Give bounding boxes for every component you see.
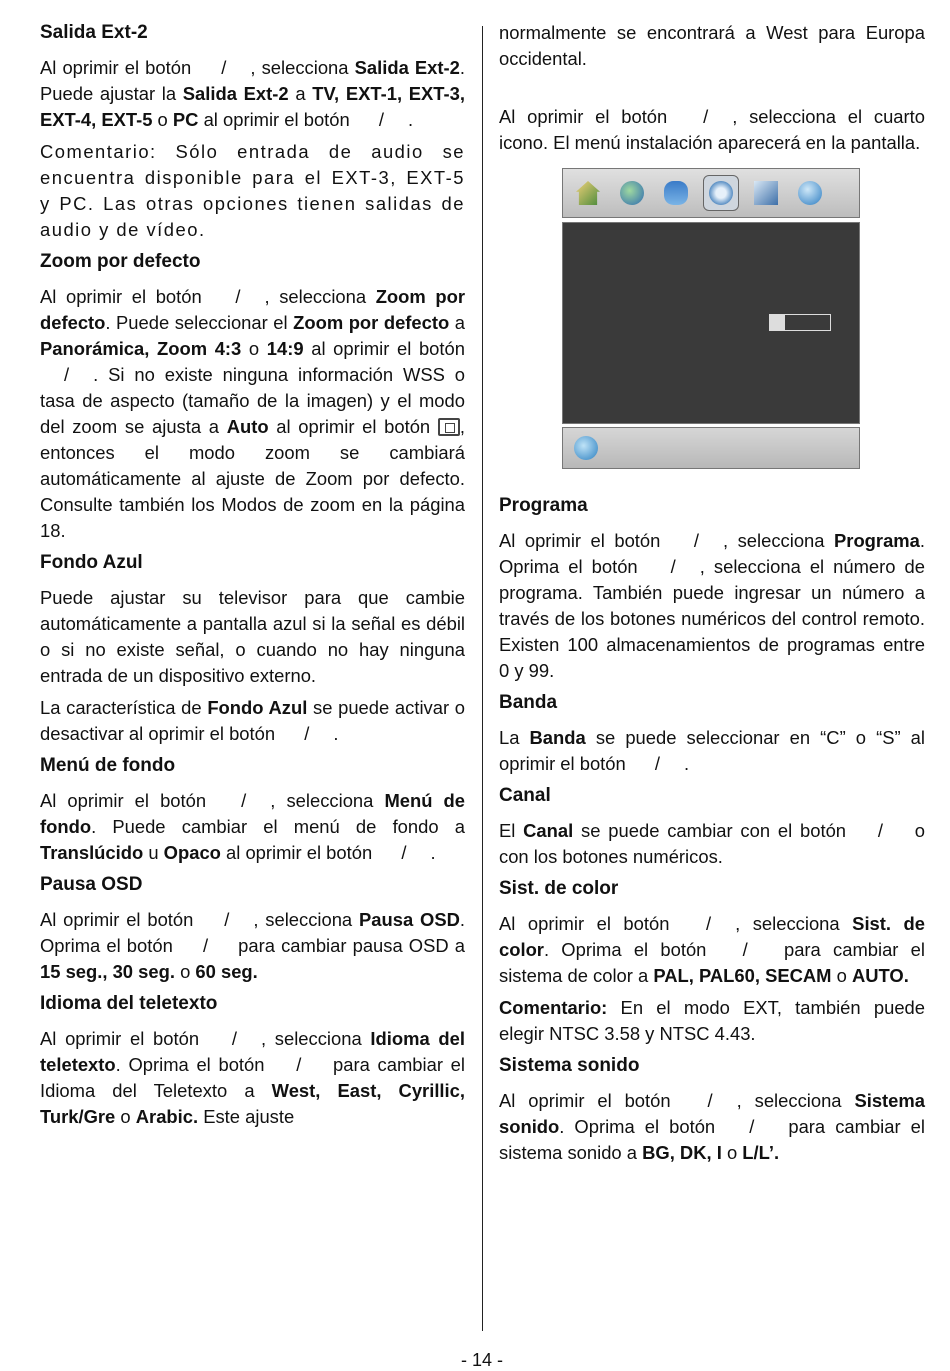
text-run: , selecciona: [264, 286, 376, 307]
text-run: , selecciona: [735, 913, 853, 934]
text-run: En el modo EXT, también puede elegir NTSC 3.58 y NTSC 4.43.: [499, 997, 925, 1044]
text-run: . Oprima el botón: [115, 1054, 273, 1075]
text-run: Al oprimir el botón: [40, 909, 201, 930]
text-run: , selecciona: [723, 530, 835, 551]
text-run: /: [221, 57, 227, 78]
text-run: . Oprima el botón: [40, 909, 465, 956]
bold-text: Banda: [529, 727, 586, 748]
bold-text: Menú de fondo: [40, 790, 465, 837]
home-icon: [571, 176, 605, 210]
text-run: Al oprimir el botón: [40, 790, 218, 811]
text-run: /: [707, 1090, 713, 1111]
text-run: para cambiar el sistema sonido a: [499, 1116, 925, 1163]
slider-fill: [770, 315, 785, 330]
text-run: /: [742, 939, 748, 960]
text-run: Al oprimir el botón: [40, 57, 198, 78]
paragraph: [40, 55, 465, 133]
section-heading: Programa: [499, 495, 588, 516]
bold-text: Comentario:: [499, 997, 608, 1018]
zoom-button-icon: [438, 418, 460, 436]
text-run: , selecciona: [270, 790, 385, 811]
text-run: o con los botones numéricos.: [499, 820, 925, 867]
bold-text: Programa: [834, 530, 920, 551]
section-heading: Menú de fondo: [40, 755, 176, 776]
text-run: normalmente se encontrará a West para Europa occidental.: [499, 22, 925, 69]
source-icon: [793, 176, 827, 210]
text-run: Al oprimir el botón: [40, 1028, 208, 1049]
text-run: /: [705, 913, 712, 934]
text-run: /: [235, 286, 241, 307]
text-run: La característica de: [40, 697, 208, 718]
left-column: [40, 20, 465, 1136]
text-run: para cambiar el sistema de color a: [499, 939, 925, 986]
bold-text: BG, DK, I: [642, 1142, 722, 1163]
section-heading: Banda: [499, 692, 558, 713]
paragraph: [40, 695, 465, 747]
text-run: a: [288, 83, 313, 104]
text-run: , selecciona: [250, 57, 355, 78]
text-run: /: [224, 909, 230, 930]
bold-text: Opaco: [163, 842, 221, 863]
paragraph: [499, 725, 925, 777]
text-run: /: [877, 820, 883, 841]
paragraph: [499, 995, 925, 1047]
text-run: . Puede seleccionar el: [105, 312, 294, 333]
text-run: Al oprimir el botón: [40, 286, 212, 307]
bold-text: Idioma del teletexto: [40, 1028, 465, 1075]
bold-text: 14:9: [266, 338, 304, 359]
paragraph: [40, 788, 465, 866]
text-run: se puede activar o desactivar al oprimir el botón: [40, 697, 465, 744]
bold-text: 15 seg., 30 seg.: [40, 961, 175, 982]
bold-text: Pausa OSD: [359, 909, 460, 930]
paragraph: [499, 1088, 925, 1166]
text-run: Al oprimir el botón: [499, 106, 680, 127]
text-run: . Si no existe ninguna información WSS o tasa de aspecto (tamaño de la imagen) y el modo del zoom se ajusta a: [40, 364, 465, 437]
text-run: Este ajuste: [198, 1106, 295, 1127]
bold-text: West, East, Cyrillic, Turk/Gre: [40, 1080, 465, 1127]
paragraph: [499, 818, 925, 870]
menu-slider: [769, 314, 831, 331]
text-run: . Puede cambiar el menú de fondo a: [91, 816, 465, 837]
text-run: . Puede ajustar la: [40, 57, 465, 104]
paragraph: [499, 20, 925, 72]
bold-text: Sistema sonido: [499, 1090, 925, 1137]
text-run: , selecciona el cuarto icono. El menú instalación aparecerá en la pantalla.: [499, 106, 925, 153]
bold-text: Canal: [523, 820, 574, 841]
text-run: . Oprima el botón: [559, 1116, 726, 1137]
menu-icon-bar: [562, 168, 860, 218]
text-run: o: [241, 338, 267, 359]
column-divider: [482, 26, 483, 1331]
text-run: a: [449, 312, 466, 333]
text-run: Comentario: Sólo entrada de audio se encuentra disponible para el EXT-3, EXT-5 y PC. Las otras opciones tienen salidas de audio y de vídeo.: [40, 141, 465, 240]
section-heading: Sistema sonido: [499, 1055, 640, 1076]
text-run: al oprimir el botón: [198, 109, 355, 130]
text-run: /: [64, 364, 70, 385]
bold-text: PAL, PAL60, SECAM: [653, 965, 832, 986]
text-run: /: [401, 842, 407, 863]
globe-icon: [569, 431, 603, 465]
text-run: . Oprima el botón: [499, 530, 925, 577]
text-run: /: [654, 753, 660, 774]
text-run: /: [693, 530, 699, 551]
text-run: u: [143, 842, 164, 863]
section-heading: Zoom por defecto: [40, 251, 201, 272]
text-run: Puede ajustar su televisor para que cambie automáticamente a pantalla azul si la señal es débil o si no existe señal, o cuando no hay ninguna entrada de un dispositivo externo.: [40, 587, 465, 686]
text-run: /: [378, 109, 384, 130]
bold-text: 60 seg.: [195, 961, 258, 982]
paragraph: [499, 911, 925, 989]
bold-text: Fondo Azul: [207, 697, 308, 718]
section-heading: Canal: [499, 785, 551, 806]
text-run: . Oprima el botón: [543, 939, 719, 960]
bold-text: Zoom por defecto: [40, 286, 465, 333]
paragraph: [499, 104, 925, 156]
paragraph: [40, 585, 465, 689]
spacer: [499, 78, 925, 104]
text-run: , selecciona: [253, 909, 359, 930]
bold-text: Salida Ext-2: [354, 57, 460, 78]
text-run: o: [152, 109, 173, 130]
text-run: /: [304, 723, 310, 744]
bold-text: Panorámica, Zoom 4:3: [40, 338, 242, 359]
features-icon: [749, 176, 783, 210]
text-run: o: [831, 965, 852, 986]
text-run: Al oprimir el botón: [499, 1090, 684, 1111]
text-run: para cambiar el Idioma del Teletexto a: [40, 1054, 465, 1101]
section-heading: Salida Ext-2: [40, 22, 148, 43]
text-run: El: [499, 820, 524, 841]
installation-menu-screenshot: [562, 168, 860, 469]
bold-text: Auto: [226, 416, 269, 437]
section-heading: Sist. de color: [499, 878, 619, 899]
bold-text: AUTO.: [851, 965, 909, 986]
menu-bottom-bar: [562, 427, 860, 469]
text-run: se puede seleccionar en “C” o “S” al oprimir el botón: [499, 727, 925, 774]
paragraph: [40, 284, 465, 544]
text-run: , selecciona: [736, 1090, 855, 1111]
text-run: , entonces el modo zoom se cambiará automáticamente al ajuste de Zoom por defecto. Consulte también los Modos de zoom en la página 18.: [40, 416, 465, 541]
text-run: , selecciona: [260, 1028, 371, 1049]
picture-icon: [615, 176, 649, 210]
text-run: .: [684, 753, 690, 774]
bold-text: Translúcido: [40, 842, 144, 863]
text-run: /: [749, 1116, 755, 1137]
text-run: /: [670, 556, 676, 577]
paragraph: [40, 907, 465, 985]
text-run: al oprimir el botón: [303, 338, 465, 359]
text-run: Al oprimir el botón: [499, 530, 670, 551]
text-run: /: [202, 935, 209, 956]
text-run: o: [721, 1142, 743, 1163]
text-run: se puede cambiar con el botón: [573, 820, 854, 841]
section-heading: Idioma del teletexto: [40, 993, 218, 1014]
bold-text: Sist. de color: [499, 913, 925, 960]
right-column: [499, 20, 925, 1172]
right-bottom-text: [499, 493, 925, 1166]
bold-text: TV, EXT-1, EXT-3, EXT-4, EXT-5: [40, 83, 465, 130]
text-run: .: [430, 842, 436, 863]
paragraph: [499, 528, 925, 684]
text-run: /: [703, 106, 709, 127]
right-top-text: [499, 20, 925, 156]
sound-icon: [659, 176, 693, 210]
paragraph: [40, 139, 465, 243]
text-run: al oprimir el botón: [220, 842, 378, 863]
text-run: .: [407, 109, 414, 130]
text-run: o: [115, 1106, 136, 1127]
text-run: .: [333, 723, 339, 744]
install-icon: [703, 175, 739, 211]
bold-text: Salida Ext-2: [182, 83, 289, 104]
text-run: Al oprimir el botón: [499, 913, 682, 934]
bold-text: Arabic.: [135, 1106, 199, 1127]
text-run: La: [499, 727, 530, 748]
text-run: para cambiar pausa OSD a: [232, 935, 465, 956]
page-number: - 14 -: [460, 1350, 503, 1370]
bold-text: Zoom por defecto: [293, 312, 450, 333]
bold-text: L/L’.: [742, 1142, 780, 1163]
section-heading: Fondo Azul: [40, 552, 143, 573]
paragraph: [40, 1026, 465, 1130]
text-run: o: [174, 961, 196, 982]
text-run: al oprimir el botón: [268, 416, 438, 437]
text-run: , selecciona el número de programa. También puede ingresar un número a través de los botones numéricos del control remoto. Existen 100 almacenamientos de programas entre 0 y 99.: [499, 556, 925, 681]
text-run: /: [296, 1054, 302, 1075]
text-run: /: [241, 790, 247, 811]
menu-body: [562, 222, 860, 424]
text-run: /: [231, 1028, 237, 1049]
section-heading: Pausa OSD: [40, 874, 143, 895]
bold-text: PC: [172, 109, 199, 130]
